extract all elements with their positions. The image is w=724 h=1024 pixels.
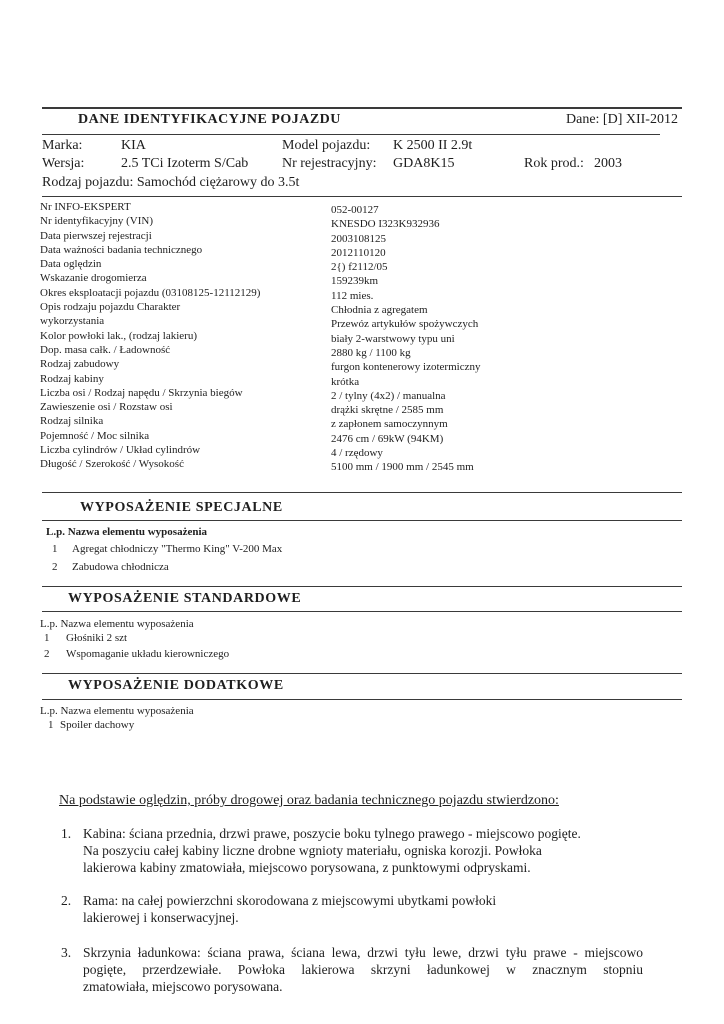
finding-line: lakierowej i konserwacyjnej. xyxy=(83,910,239,925)
detail-value: 052-00127 xyxy=(331,204,379,216)
top-rule xyxy=(42,107,682,109)
basic-rule xyxy=(42,196,682,197)
item-name: Agregat chłodniczy "Thermo King" V-200 Max xyxy=(72,543,283,555)
additional-table-header: L.p. Nazwa elementu wyposażenia xyxy=(40,705,194,717)
detail-value: 2880 kg / 1100 kg xyxy=(331,346,411,359)
finding-line: Rama: na całej powierzchni skorodowana z miejscowymi ubytkami powłoki xyxy=(83,893,497,908)
finding-line: zmatowiała, miejscowo porysowana. xyxy=(83,979,283,994)
finding-number: 1. xyxy=(61,826,72,841)
detail-label: Opis rodzaju pojazdu Charakter xyxy=(40,301,181,314)
model-label: Model pojazdu: xyxy=(282,138,371,153)
detail-value: furgon kontenerowy izotermiczny xyxy=(331,361,481,374)
detail-value: Chłodnia z agregatem xyxy=(331,304,428,317)
item-number: 1 xyxy=(52,543,58,555)
detail-value: KNESDO I323K932936 xyxy=(331,218,440,231)
finding-line: lakierowa kabiny zmatowiała, miejscowo porysowana, z punktowymi odpryskami. xyxy=(83,860,531,875)
list-item xyxy=(44,632,127,644)
detail-value: z zapłonem samoczynnym xyxy=(331,418,448,431)
version-label: Wersja: xyxy=(42,156,85,171)
additional-top-rule xyxy=(42,673,682,674)
detail-label: wykorzystania xyxy=(40,315,105,328)
production-year-label: Rok prod.: xyxy=(524,156,584,171)
detail-value: 2{) f2112/05 xyxy=(331,261,388,274)
detail-value: 5100 mm / 1900 mm / 2545 mm xyxy=(331,461,474,474)
detail-value: 2012110120 xyxy=(331,246,386,259)
finding-number: 2. xyxy=(61,893,72,908)
version-value: 2.5 TCi Izoterm S/Cab xyxy=(121,156,249,171)
detail-value: 2476 cm / 69kW (94KM) xyxy=(331,432,444,445)
standard-table-header: L.p. Nazwa elementu wyposażenia xyxy=(40,618,194,630)
detail-value: 2003108125 xyxy=(331,232,386,245)
finding-line: pogięte, przerdzewiałe. Powłoka lakierowa skrzyni ładunkowej w znacznym stopniu xyxy=(83,962,643,977)
detail-label: Okres eksploatacji pojazdu (03108125-12112129) xyxy=(40,286,261,299)
detail-label: Pojemność / Moc silnika xyxy=(40,429,150,442)
item-number: 1 xyxy=(48,719,54,731)
detail-value: drążki skrętne / 2585 mm xyxy=(331,404,444,417)
document-date: Dane: [D] XII-2012 xyxy=(566,112,678,127)
detail-value: 2 / tylny (4x2) / manualna xyxy=(331,389,446,402)
detail-label: Wskazanie drogomierza xyxy=(40,272,147,285)
finding-text xyxy=(83,892,496,926)
detail-value: 159239km xyxy=(331,275,379,288)
detail-value: 112 mies. xyxy=(331,289,374,302)
finding-text xyxy=(83,825,581,876)
detail-label: Data oględzin xyxy=(40,258,102,271)
detail-label: Długość / Szerokość / Wysokość xyxy=(40,458,184,471)
finding-line: Skrzynia ładunkowa: ściana prawa, ściana lewa, drzwi tyłu lewe, drzwi tyłu prawe - miejscowo xyxy=(83,945,643,960)
page-title: DANE IDENTYFIKACYJNE POJAZDU xyxy=(78,112,341,127)
list-item xyxy=(48,719,134,731)
item-name: Zabudowa chłodnicza xyxy=(72,561,169,573)
details-rule xyxy=(42,492,682,493)
findings-intro: Na podstawie oględzin, próby drogowej oraz badania technicznego pojazdu stwierdzono: xyxy=(59,793,559,808)
additional-rule xyxy=(42,699,682,700)
detail-label: Data ważności badania technicznego xyxy=(40,243,203,256)
registration-value: GDA8K15 xyxy=(393,156,455,171)
finding-number: 3. xyxy=(61,945,72,960)
detail-label: Nr INFO-EKSPERT xyxy=(40,201,131,213)
standard-equipment-title: WYPOSAŻENIE STANDARDOWE xyxy=(68,591,302,606)
item-name: Głośniki 2 szt xyxy=(66,632,128,644)
detail-value: 4 / rzędowy xyxy=(331,447,383,460)
item-name: Wspomaganie układu kierowniczego xyxy=(66,648,230,660)
detail-value: krótka xyxy=(331,375,360,388)
make-value: KIA xyxy=(121,138,146,153)
header-rule xyxy=(42,134,660,135)
detail-value: Przewóz artykułów spożywczych xyxy=(331,318,479,331)
item-name: Spoiler dachowy xyxy=(60,719,135,731)
detail-label: Kolor powłoki lak., (rodzaj lakieru) xyxy=(40,329,198,342)
details-labels xyxy=(40,200,260,472)
special-table-header: L.p. Nazwa elementu wyposażenia xyxy=(46,526,208,538)
detail-label: Rodzaj silnika xyxy=(40,415,104,428)
model-value: K 2500 II 2.9t xyxy=(393,138,473,153)
list-item xyxy=(44,648,229,660)
details-values xyxy=(331,203,480,475)
additional-equipment-title: WYPOSAŻENIE DODATKOWE xyxy=(68,678,284,693)
special-rule xyxy=(42,520,682,521)
detail-label: Rodzaj zabudowy xyxy=(40,358,120,371)
item-number: 1 xyxy=(44,632,50,644)
detail-label: Dop. masa całk. / Ładowność xyxy=(40,343,171,356)
detail-label: Nr identyfikacyjny (VIN) xyxy=(40,215,154,228)
finding-line: Kabina: ściana przednia, drzwi prawe, poszycie boku tylnego prawego - miejscowo pogięte. xyxy=(83,826,581,841)
list-item xyxy=(52,543,282,555)
special-equipment-title: WYPOSAŻENIE SPECJALNE xyxy=(80,500,283,515)
production-year-value: 2003 xyxy=(594,156,622,171)
vehicle-type: Rodzaj pojazdu: Samochód ciężarowy do 3.5t xyxy=(42,175,300,190)
detail-value: biały 2-warstwowy typu uni xyxy=(331,332,455,345)
detail-label: Zawieszenie osi / Rozstaw osi xyxy=(40,401,173,414)
standard-rule xyxy=(42,611,682,612)
detail-label: Data pierwszej rejestracji xyxy=(40,229,152,242)
item-number: 2 xyxy=(44,648,50,660)
detail-label: Liczba osi / Rodzaj napędu / Skrzynia biegów xyxy=(40,386,243,399)
finding-line: Na poszyciu całej kabiny liczne drobne wgnioty materiału, ogniska korozji. Powłoka xyxy=(83,843,542,858)
list-item xyxy=(52,561,169,573)
registration-label: Nr rejestracyjny: xyxy=(282,156,377,171)
standard-top-rule xyxy=(42,586,682,587)
finding-text xyxy=(83,944,643,995)
detail-label: Liczba cylindrów / Układ cylindrów xyxy=(40,444,201,457)
item-number: 2 xyxy=(52,561,58,573)
make-label: Marka: xyxy=(42,138,83,153)
detail-label: Rodzaj kabiny xyxy=(40,372,104,385)
